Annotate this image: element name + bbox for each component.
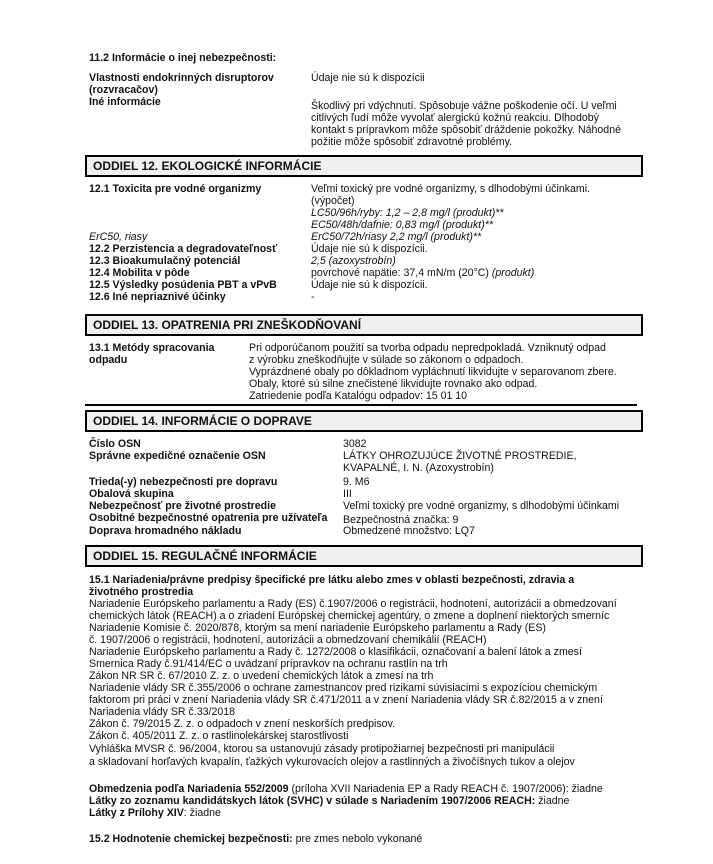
value-12-1-d: EC50/48h/dafnie: 0,83 mg/l (produkt)** — [311, 219, 493, 231]
value-12-4-text: povrchové napätie: 37,4 mN/m (20°C) — [311, 267, 489, 279]
value-packing-group: III — [343, 488, 352, 500]
restriction-value: (príloha XVII Nariadenia EP a Rady REACH č. 1907/2006): žiadne — [288, 783, 603, 795]
section-15-1-title-1: 15.1 Nariadenia/právne predpisy špecifické pre látku alebo zmes v oblasti bezpečnosti, zdravia a — [89, 574, 575, 586]
value-13-1-d: Obaly, ktoré sú silne znečistené likvidujte rovnako ako odpad. — [249, 378, 538, 390]
label-12-3: 12.3 Bioakumulačný potenciál — [89, 255, 241, 267]
regulation-line: chemických látok (REACH) a o zriadení Európskej chemickej agentúry, o zmene a doplnení niektorých smerníc — [89, 610, 610, 622]
label-13-1-line1: 13.1 Metódy spracovania — [89, 342, 215, 354]
label-un-number: Číslo OSN — [89, 438, 141, 450]
value-hazard-class: 9. M6 — [343, 476, 370, 488]
regulation-line: Nariadenie Európskeho parlamentu a Rady (ES) č.1907/2006 o registrácii, hodnotení, autorizácii a obmedzovaní — [89, 598, 617, 610]
restriction-annex-xiv — [89, 807, 221, 819]
value-endocrine: Údaje nie sú k dispozícii — [311, 72, 425, 84]
regulation-line: Zákon NR SR č. 67/2010 Z. z. o uvedení chemických látok a zmesí na trh — [89, 670, 434, 682]
value-12-6: - — [311, 291, 315, 303]
label-hazard-class: Trieda(-y) nebezpečnosti pre dopravu — [89, 476, 278, 488]
label-endocrine-line1: Vlastnosti endokrinných disruptorov — [89, 72, 274, 84]
restriction-label: Látky z Prílohy XIV — [89, 807, 184, 819]
label-12-4: 12.4 Mobilita v pôde — [89, 267, 190, 279]
value-un-number: 3082 — [343, 438, 367, 450]
regulation-line: a skladovaní horľavých kvapalín, ťažkých vykurovacích olejov a rastlinných a živočíšnych tukov a olejov — [89, 756, 575, 768]
value-special-precautions: Bezpečnostná značka: 9 — [343, 514, 459, 526]
section-14-header: ODDIEL 14. INFORMÁCIE O DOPRAVE — [85, 410, 643, 432]
value-12-1-b: (výpočet) — [311, 195, 355, 207]
value-12-2: Údaje nie sú k dispozícii. — [311, 243, 428, 255]
label-other-info: Iné informácie — [89, 96, 161, 108]
section-15-1-title-2: životného prostredia — [89, 586, 194, 598]
restriction-value: žiadne — [535, 795, 570, 807]
section-15-2 — [89, 833, 422, 845]
value-13-1-b: z výrobku zneškodňujte v súlade so zákonom o odpadoch. — [249, 354, 524, 366]
value-13-1-a: Pri odporúčanom použití sa tvorba odpadu nepredpokladá. Vzniknutý odpad — [249, 342, 606, 354]
regulation-line: Zákon č. 405/2011 Z. z. o rastlinolekárskej starostlivosti — [89, 730, 349, 742]
section-11-2-subtitle: 11.2 Informácie o inej nebezpečnosti: — [89, 52, 277, 64]
value-12-4 — [311, 267, 534, 279]
value-other-info-2: citlivých ľudí môže vyvolať alergickú kožnú reakciu. Dlhodobý — [311, 112, 599, 124]
label-shipping-name: Správne expedičné označenie OSN — [89, 450, 266, 462]
section-15-2-label: 15.2 Hodnotenie chemickej bezpečnosti: — [89, 833, 293, 845]
regulation-line: Nariadenia vlády SR č.33/2018 — [89, 706, 236, 718]
label-erc50: ErC50, riasy — [89, 231, 148, 243]
value-env-hazard: Veľmi toxický pre vodné organizmy, s dlhodobými účinkami — [343, 500, 620, 512]
value-12-4-suffix: (produkt) — [491, 267, 535, 279]
restriction-label: Obmedzenia podľa Nariadenia 552/2009 — [89, 783, 289, 795]
label-special-precautions: Osobitné bezpečnostné opatrenia pre užívateľa — [89, 512, 328, 524]
restriction-value: : žiadne — [183, 807, 221, 819]
value-12-5: Údaje nie sú k dispozícii. — [311, 279, 428, 291]
value-shipping-name-2: KVAPALNÉ, I. N. (Azoxystrobín) — [343, 462, 494, 474]
section-12-header: ODDIEL 12. EKOLOGICKÉ INFORMÁCIE — [85, 155, 643, 177]
label-bulk-transport: Doprava hromadného nákladu — [89, 525, 242, 537]
value-13-1-e: Zatriedenie podľa Katalógu odpadov: 15 01 10 — [249, 390, 468, 402]
value-12-1-c: LC50/96h/ryby: 1,2 – 2,8 mg/l (produkt)** — [311, 207, 504, 219]
value-13-1-c: Vyprázdnené obaly po dôkladnom vypláchnutí likvidujte v separovanom zbere. — [249, 366, 617, 378]
label-12-6: 12.6 Iné nepriaznivé účinky — [89, 291, 226, 303]
restriction-label: Látky zo zoznamu kandidátskych látok (SVHC) v súlade s Nariadením 1907/2006 REACH: — [89, 795, 536, 807]
section-13-rule — [85, 404, 637, 406]
value-erc50: ErC50/72h/riasy 2,2 mg/l (produkt)** — [311, 231, 482, 243]
section-15-2-value: pre zmes nebolo vykonané — [292, 833, 423, 845]
label-12-5: 12.5 Výsledky posúdenia PBT a vPvB — [89, 279, 277, 291]
value-12-3: 2,5 (azoxystrobín) — [311, 255, 396, 267]
restriction-552-2009 — [89, 783, 603, 795]
restriction-svhc — [89, 795, 569, 807]
regulation-line: Vyhláška MVSR č. 96/2004, ktorou sa ustanovujú zásady protipožiarnej bezpečnosti pri manipulácii — [89, 743, 555, 755]
label-12-2: 12.2 Perzistencia a degradovateľnosť — [89, 243, 278, 255]
section-15-header: ODDIEL 15. REGULAČNÉ INFORMÁCIE — [85, 545, 643, 567]
regulation-line: Nariadenie vlády SR č.355/2006 o ochrane zamestnancov pred rizikami súvisiacimi s expozíciou chemickým — [89, 682, 598, 694]
regulation-line: faktorom pri práci v znení Nariadenia vlády SR č.471/2011 a v znení Nariadenia vlády SR č.82/2015 a v znení — [89, 694, 603, 706]
regulation-line: č. 1907/2006 o registrácii, hodnotení, autorizácii a obmedzovaní chemikálií (REACH) — [89, 634, 487, 646]
section-13-header: ODDIEL 13. OPATRENIA PRI ZNEŠKODŇOVANÍ — [85, 314, 643, 336]
regulation-line: Nariadenie Komisie č. 2020/878, ktorým sa mení nariadenie Európskeho parlamentu a Rady (ES) — [89, 622, 546, 634]
value-shipping-name-1: LÁTKY OHROZUJÚCE ŽIVOTNÉ PROSTREDIE, — [343, 450, 577, 462]
value-bulk-transport: Obmedzené množstvo: LQ7 — [343, 525, 475, 537]
value-other-info-4: požitie môže spôsobiť zdravotné problémy. — [311, 136, 513, 148]
regulation-line: Zákon č. 79/2015 Z. z. o odpadoch v znení neskorších predpisov. — [89, 718, 396, 730]
label-env-hazard: Nebezpečnosť pre životné prostredie — [89, 500, 276, 512]
value-other-info-3: kontakt s prípravkom môže spôsobiť dráždenie pokožky. Náhodné — [311, 124, 621, 136]
regulation-line: Smernica Rady č.91/414/EC o uvádzaní prípravkov na ochranu rastlín na trh — [89, 658, 448, 670]
label-packing-group: Obalová skupina — [89, 488, 174, 500]
value-12-1-a: Veľmi toxický pre vodné organizmy, s dlhodobými účinkami. — [311, 183, 591, 195]
label-12-1: 12.1 Toxicita pre vodné organizmy — [89, 183, 262, 195]
label-endocrine-line2: (rozvracačov) — [89, 84, 158, 96]
regulation-line: Nariadenie Európskeho parlamentu a Rady č. 1272/2008 o klasifikácii, označovaní a balení látok a zmesí — [89, 646, 582, 658]
label-13-1-line2: odpadu — [89, 354, 128, 366]
value-other-info-1: Škodlivý pri vdýchnutí. Spôsobuje vážne poškodenie očí. U veľmi — [311, 100, 617, 112]
